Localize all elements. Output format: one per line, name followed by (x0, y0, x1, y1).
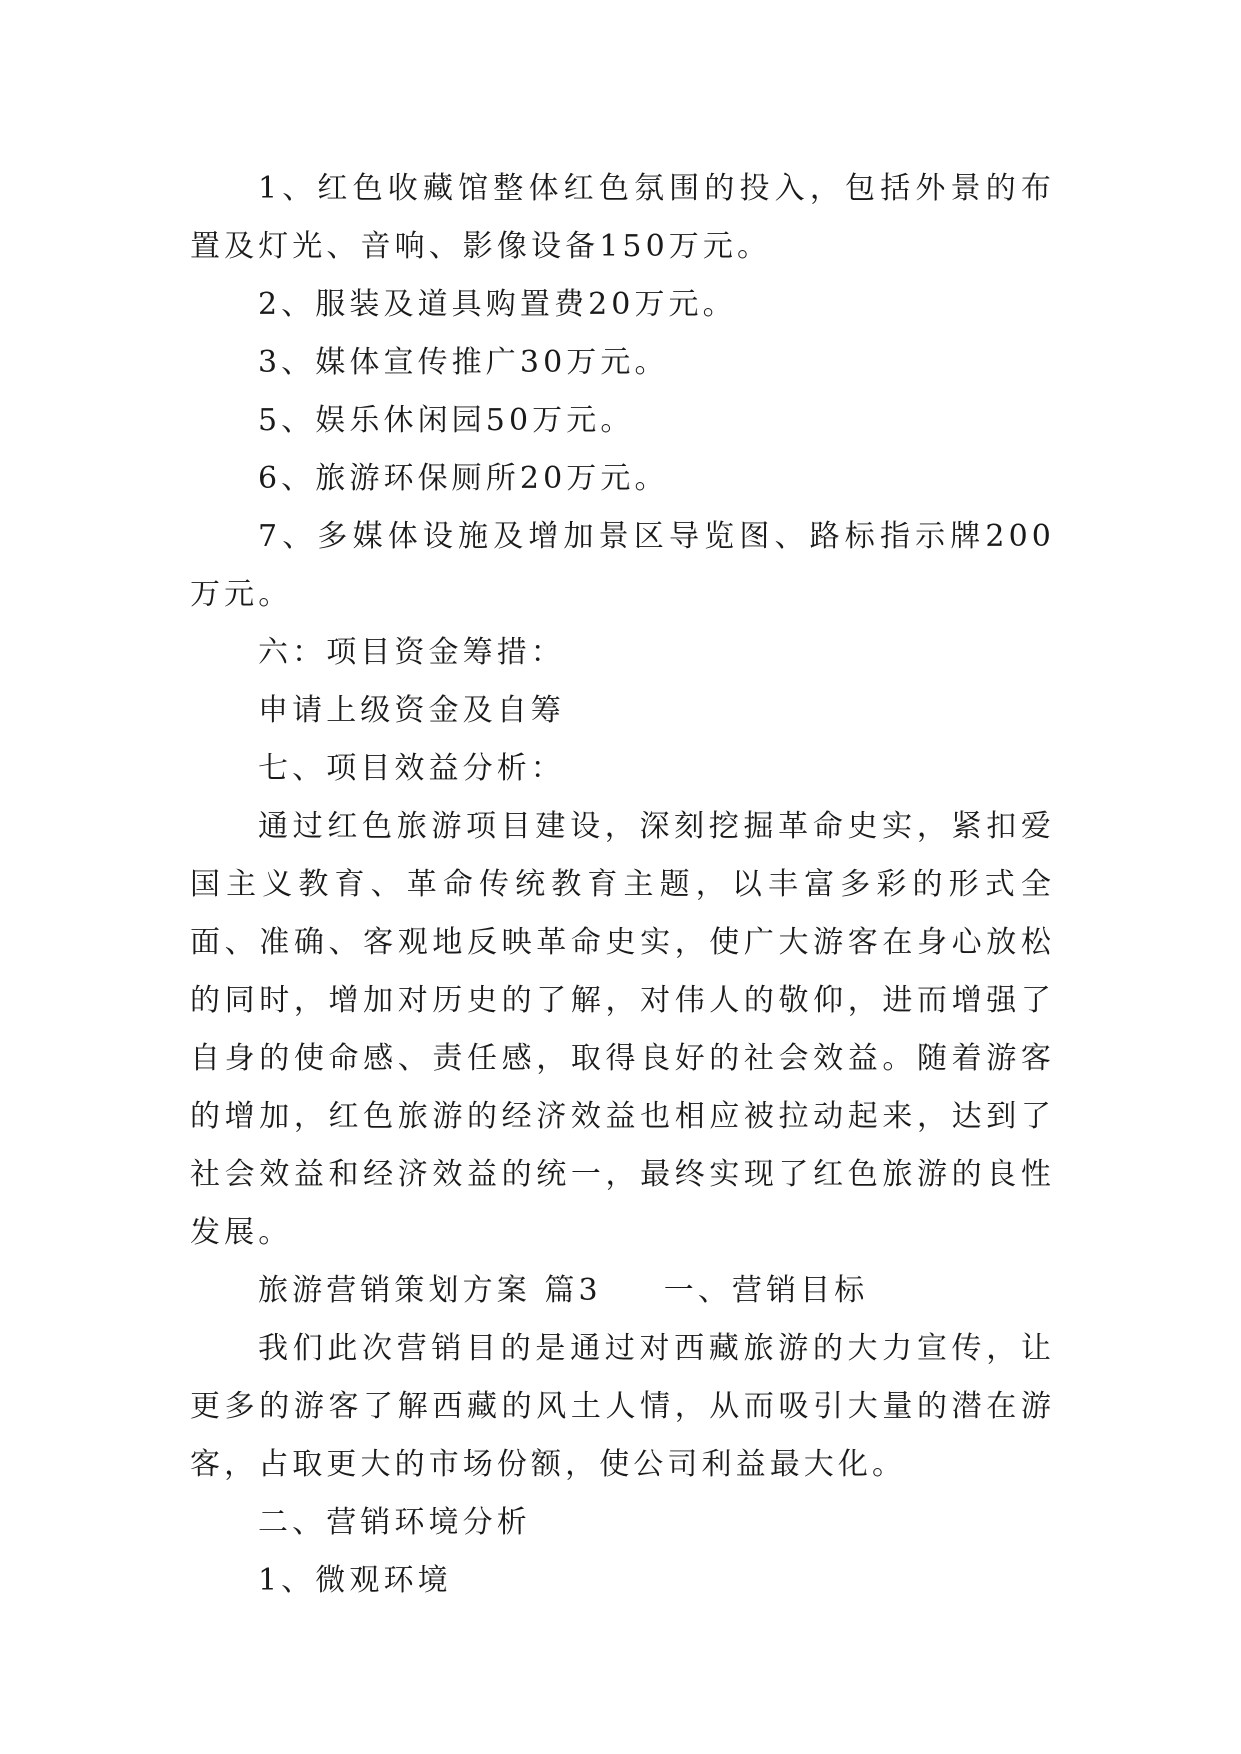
paragraph-budget-3: 3、媒体宣传推广30万元。 (258, 345, 669, 380)
section-subtitle: 一、营销目标 (663, 1273, 869, 1308)
section-heading-line (190, 1262, 1055, 1320)
paragraph-budget-7: 7、多媒体设施及增加景区导览图、路标指示牌200万元。 (190, 519, 1055, 612)
heading-funding: 六：项目资金筹措： (258, 635, 565, 670)
paragraph-budget-5: 5、娱乐休闲园50万元。 (258, 403, 635, 438)
paragraph-benefit-analysis: 通过红色旅游项目建设，深刻挖掘革命史实，紧扣爱国主义教育、革命传统教育主题，以丰富多彩的形式全面、准确、客观地反映革命史实，使广大游客在身心放松的同时，增加对历史的了解，对伟人的敬仰，进而增强了自身的使命感、责任感，取得良好的社会效益。随着游客的增加，红色旅游的经济效益也相应被拉动起来，达到了社会效益和经济效益的统一，最终实现了红色旅游的良性发展。 (190, 809, 1055, 1250)
heading-environment-analysis: 二、营销环境分析 (258, 1505, 531, 1540)
paragraph-marketing-goal: 我们此次营销目的是通过对西藏旅游的大力宣传，让更多的游客了解西藏的风土人情，从而吸引大量的潜在游客，占取更大的市场份额，使公司利益最大化。 (190, 1331, 1055, 1482)
paragraph-funding: 申请上级资金及自筹 (258, 693, 565, 728)
paragraph-budget-1: 1、红色收藏馆整体红色氛围的投入，包括外景的布置及灯光、音响、影像设备150万元。 (190, 171, 1055, 264)
document-body (190, 160, 1055, 1610)
heading-benefit-analysis: 七、项目效益分析： (258, 751, 565, 786)
paragraph-budget-6: 6、旅游环保厕所20万元。 (258, 461, 669, 496)
section-title: 旅游营销策划方案 篇3 (258, 1273, 602, 1308)
paragraph-budget-2: 2、服装及道具购置费20万元。 (258, 287, 737, 322)
heading-micro-environment: 1、微观环境 (258, 1563, 452, 1598)
